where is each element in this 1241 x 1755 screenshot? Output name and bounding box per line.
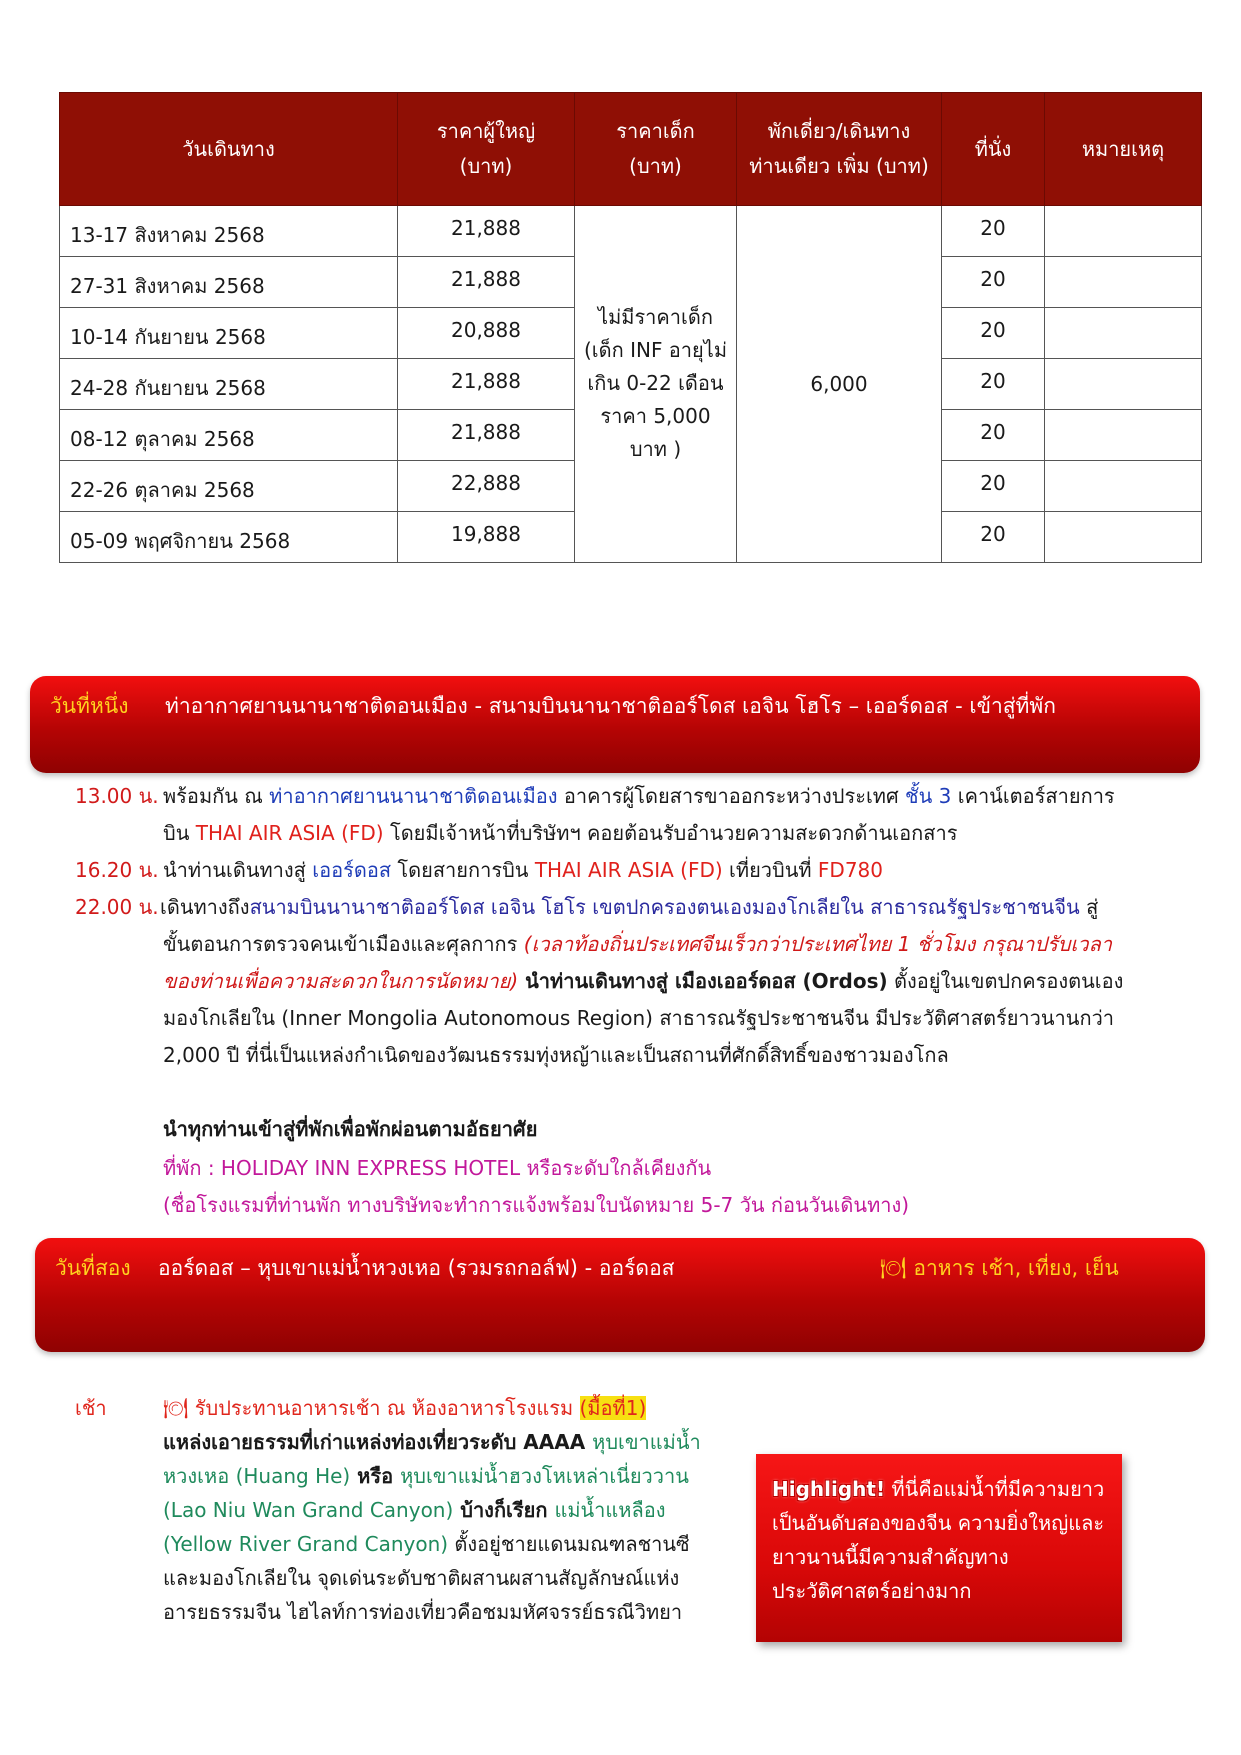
- cell-child-note: ไม่มีราคาเด็ก (เด็ก INF อายุไม่ เกิน 0-22 เดือน ราคา 5,000 บาท ): [575, 206, 737, 563]
- cell-date: 13-17 สิงหาคม 2568: [60, 206, 398, 257]
- header-single-supplement: พักเดี่ยว/เดินทาง ท่านเดียว เพิ่ม (บาท): [737, 93, 942, 206]
- cell-seats: 20: [942, 206, 1045, 257]
- cell-remark: [1045, 206, 1202, 257]
- cell-date: 10-14 กันยายน 2568: [60, 308, 398, 359]
- meal-number: (มื้อที่1): [579, 1396, 647, 1420]
- highlight-text: Highlight! ที่นี่คือแม่น้ำที่มีความยาวเป็นอันดับสองของจีน ความยิ่งใหญ่และยาวนานนี้มีความสำคัญทางประวัติศาสตร์อย่างมาก: [772, 1477, 1105, 1603]
- description-line: และมองโกเลียใน จุดเด่นระดับชาติผสานผสานสัญลักษณ์แห่ง: [163, 1566, 680, 1590]
- itinerary-line: มองโกเลียใน (Inner Mongolia Autonomous Region) สาธารณรัฐประชาชนจีน มีประวัติศาสตร์ยาวนานกว่า: [163, 1006, 1115, 1030]
- cell-adult-price: 21,888: [398, 410, 575, 461]
- hotel-info: ที่พัก : HOLIDAY INN EXPRESS HOTEL หรือระดับใกล้เคียงกัน: [163, 1156, 712, 1180]
- day2-title: ออร์ดอส – หุบเขาแม่น้ำหวงเหอ (รวมรถกอล์ฟ) - ออร์ดอส: [158, 1256, 675, 1280]
- cell-single-price: 6,000: [737, 206, 942, 563]
- cell-adult-price: 21,888: [398, 206, 575, 257]
- itinerary-line: พร้อมกัน ณ ท่าอากาศยานนานาชาติดอนเมือง อาคารผู้โดยสารขาออกระหว่างประเทศ ชั้น 3 เคาน์เตอร์สายการ: [163, 784, 1115, 808]
- cell-remark: [1045, 461, 1202, 512]
- description-line: (Lao Niu Wan Grand Canyon) บ้างก็เรียก แม่น้ำแหลือง: [163, 1498, 666, 1522]
- rest-note: นำทุกท่านเข้าสู่ที่พักเพื่อพักผ่อนตามอัธยาศัย: [163, 1117, 538, 1141]
- header-seats: ที่นั่ง: [942, 93, 1045, 206]
- cell-adult-price: 22,888: [398, 461, 575, 512]
- cell-remark: [1045, 512, 1202, 563]
- cell-date: 05-09 พฤศจิกายน 2568: [60, 512, 398, 563]
- cell-remark: [1045, 410, 1202, 461]
- cell-remark: [1045, 359, 1202, 410]
- time-label: 13.00 น.: [75, 784, 159, 808]
- cell-adult-price: 21,888: [398, 359, 575, 410]
- cell-seats: 20: [942, 257, 1045, 308]
- day2-label: วันที่สอง: [55, 1256, 131, 1280]
- itinerary-line: ของท่านเพื่อความสะดวกในการนัดหมาย) นำท่านเดินทางสู่ เมืองเออร์ดอส (Ordos) ตั้งอยู่ในเขตปกครองตนเอง: [163, 969, 1124, 993]
- itinerary-line: [75, 852, 159, 889]
- header-remark: หมายเหตุ: [1045, 93, 1202, 206]
- highlight-box: [756, 1454, 1122, 1642]
- itinerary-line: [75, 778, 159, 815]
- cell-seats: 20: [942, 512, 1045, 563]
- cell-seats: 20: [942, 359, 1045, 410]
- cell-date: 22-26 ตุลาคม 2568: [60, 461, 398, 512]
- cell-seats: 20: [942, 410, 1045, 461]
- description-line: แหล่งเอายธรรมที่เก่าแหล่งท่องเที่ยวระดับ AAAA หุบเขาแม่น้ำ: [163, 1430, 701, 1454]
- highlight-word: Highlight!: [772, 1477, 886, 1501]
- cell-seats: 20: [942, 308, 1045, 359]
- cell-adult-price: 20,888: [398, 308, 575, 359]
- cell-adult-price: 19,888: [398, 512, 575, 563]
- meal-icon: 🍽: [880, 1256, 907, 1280]
- table-header-row: [60, 93, 1202, 206]
- description-line: (Yellow River Grand Canyon) ตั้งอยู่ชายแดนมณฑลชานซี: [163, 1532, 690, 1556]
- day1-label: วันที่หนึ่ง: [50, 694, 129, 718]
- itinerary-line: [75, 889, 159, 926]
- price-table: [59, 92, 1202, 563]
- cell-adult-price: 21,888: [398, 257, 575, 308]
- day2-banner: [35, 1238, 1205, 1352]
- itinerary-line: ขั้นตอนการตรวจคนเข้าเมืองและศุลกากร (เวลาท้องถิ่นประเทศจีนเร็วกว่าประเทศไทย 1 ชั่วโมง กรุณาปรับเวลา: [163, 932, 1112, 956]
- itinerary-line: บิน THAI AIR ASIA (FD) โดยมีเจ้าหน้าที่บริษัทฯ คอยต้อนรับอำนวยความสะดวกด้านเอกสาร: [163, 821, 958, 845]
- cell-seats: 20: [942, 461, 1045, 512]
- cell-date: 08-12 ตุลาคม 2568: [60, 410, 398, 461]
- table-row: [60, 206, 1202, 257]
- day1-banner: [30, 676, 1200, 773]
- meals-info: 🍽 อาหาร เช้า, เที่ยง, เย็น: [880, 1256, 1119, 1280]
- cell-remark: [1045, 308, 1202, 359]
- day1-title: ท่าอากาศยานนานาชาติดอนเมือง - สนามบินนานาชาติออร์โดส เอจิน โฮโร – เออร์ดอส - เข้าสู่ที่พัก: [165, 694, 1056, 718]
- morning-label: เช้า: [75, 1396, 107, 1420]
- time-label: 22.00 น.: [75, 895, 159, 919]
- cell-date: 27-31 สิงหาคม 2568: [60, 257, 398, 308]
- cell-remark: [1045, 257, 1202, 308]
- itinerary-line: นำท่านเดินทางสู่ เออร์ดอส โดยสายการบิน THAI AIR ASIA (FD) เที่ยวบินที่ FD780: [163, 858, 883, 882]
- header-adult-price: ราคาผู้ใหญ่ (บาท): [398, 93, 575, 206]
- header-child-price: ราคาเด็ก (บาท): [575, 93, 737, 206]
- hotel-note: (ชื่อโรงแรมที่ท่านพัก ทางบริษัทจะทำการแจ้งพร้อมใบนัดหมาย 5-7 วัน ก่อนวันเดินทาง): [163, 1193, 910, 1217]
- header-date: วันเดินทาง: [60, 93, 398, 206]
- itinerary-line: เดินทางถึงสนามบินนานาชาติออร์โดส เอจิน โฮโร เขตปกครองตนเองมองโกเลียใน สาธารณรัฐประชาชนจีน สู่: [160, 895, 1099, 919]
- description-line: อารยธรรมจีน ไฮไลท์การท่องเที่ยวคือชมมหัศจรรย์ธรณีวิทยา: [163, 1600, 683, 1624]
- cell-date: 24-28 กันยายน 2568: [60, 359, 398, 410]
- breakfast-line: 🍽 รับประทานอาหารเช้า ณ ห้องอาหารโรงแรม (มื้อที่1): [163, 1396, 647, 1420]
- itinerary-line: 2,000 ปี ที่นี่เป็นแหล่งกำเนิดของวัฒนธรรมทุ่งหญ้าและเป็นสถานที่ศักดิ์สิทธิ์ของชาวมองโกล: [163, 1043, 949, 1067]
- meal-icon: 🍽: [163, 1396, 189, 1420]
- time-label: 16.20 น.: [75, 858, 159, 882]
- description-line: หวงเหอ (Huang He) หรือ หุบเขาแม่น้ำฮวงโหเหล่าเนี่ยววาน: [163, 1464, 689, 1488]
